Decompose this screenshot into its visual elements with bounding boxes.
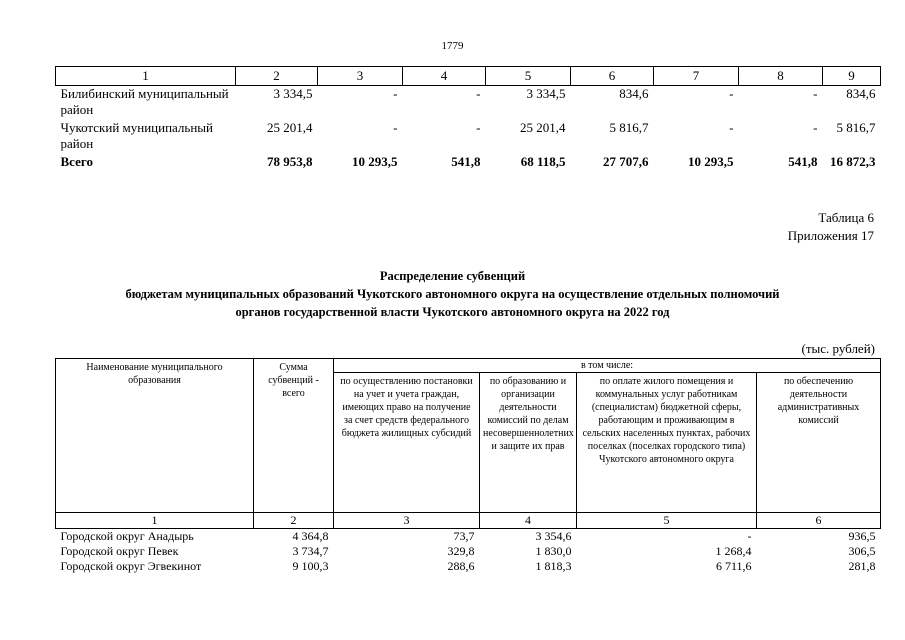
total-value: 541,8 (451, 154, 481, 169)
cell-value: 329,8 (447, 544, 475, 558)
cell-value: 1 830,0 (535, 544, 572, 558)
cell-value: 9 100,3 (292, 559, 329, 573)
table-title-line-3: органов государственной власти Чукотского автономного округа на 2022 год (235, 305, 670, 319)
header-including: в том числе: (334, 359, 881, 373)
total-value: 27 707,6 (603, 154, 649, 169)
total-value: 16 872,3 (830, 154, 876, 169)
cell-value: 281,8 (848, 559, 876, 573)
column-number: 5 (486, 67, 571, 86)
table-row (56, 120, 881, 154)
table-row (56, 86, 881, 121)
row-name: Чукотский муниципальный район (60, 120, 213, 151)
cell-value: 5 816,7 (836, 120, 876, 135)
table-title-line-1: Распределение субвенций (379, 269, 526, 283)
row-name: Городской округ Эгвекинот (60, 559, 202, 573)
header-row (56, 359, 881, 373)
cell-value: - (729, 86, 734, 101)
cell-value: 306,5 (848, 544, 876, 558)
header-total: Сумма субвенций - всего (254, 359, 334, 513)
cell-value: 5 816,7 (609, 120, 649, 135)
cell-value: 4 364,8 (292, 529, 329, 543)
cell-value: 25 201,4 (267, 120, 313, 135)
cell-value: 73,7 (453, 529, 475, 543)
column-number: 3 (334, 513, 480, 529)
column-number: 5 (577, 513, 757, 529)
subheader-minors-commissions: по образованию и организации деятельности комиссий по делам несовершеннолетних и защите их прав (480, 373, 577, 513)
cell-value: 834,6 (846, 86, 876, 101)
cell-value: - (476, 86, 481, 101)
table-row (56, 529, 881, 545)
units-label: (тыс. рублей) (801, 341, 875, 356)
cell-value: - (813, 120, 818, 135)
cell-value: - (729, 120, 734, 135)
row-name: Городской округ Анадырь (60, 529, 194, 543)
cell-value: 834,6 (619, 86, 649, 101)
column-number: 1 (56, 513, 254, 529)
total-label: Всего (60, 154, 93, 169)
column-number: 8 (739, 67, 823, 86)
column-number-row (56, 67, 881, 86)
column-number: 4 (480, 513, 577, 529)
cell-value: 3 734,7 (292, 544, 329, 558)
column-number: 2 (254, 513, 334, 529)
table-title-line-2: бюджетам муниципальных образований Чукотского автономного округа на осуществление отдельных полномочий (125, 287, 780, 301)
column-number: 9 (823, 67, 881, 86)
cell-value: - (747, 529, 752, 543)
cell-value: 1 818,3 (535, 559, 572, 573)
total-value: 78 953,8 (267, 154, 313, 169)
column-number: 7 (654, 67, 739, 86)
appendix-reference: Приложения 17 (787, 228, 874, 243)
column-number: 6 (757, 513, 881, 529)
total-value: 68 118,5 (520, 154, 566, 169)
row-name: Городской округ Певек (60, 544, 179, 558)
column-number: 2 (236, 67, 318, 86)
column-number: 4 (403, 67, 486, 86)
table-number: Таблица 6 (818, 210, 874, 225)
subventions-table (55, 358, 881, 574)
subheader-housing-subsidies: по осуществлению постановки на учет и учета граждан, имеющих право на получение за счет средств федерального бюджета жилищных субсидий (334, 373, 480, 513)
subheader-housing-payment: по оплате жилого помещения и коммунальных услуг работникам (специалистам) бюджетной сферы, работающим и проживающим в сельских населенных пунктах, рабочих поселках (поселках городского типа) Чукотского автономного округа (577, 373, 757, 513)
row-name: Билибинский муниципальный район (60, 86, 229, 117)
cell-value: 288,6 (447, 559, 475, 573)
page-number: 1779 (441, 40, 464, 52)
total-value: 10 293,5 (688, 154, 734, 169)
column-number: 6 (571, 67, 654, 86)
cell-value: 3 334,5 (526, 86, 566, 101)
cell-value: 936,5 (848, 529, 876, 543)
header-name: Наименование муниципального образования (56, 359, 254, 513)
cell-value: - (393, 120, 398, 135)
cell-value: 3 354,6 (535, 529, 572, 543)
cell-value: - (476, 120, 481, 135)
total-value: 541,8 (788, 154, 818, 169)
total-value: 10 293,5 (352, 154, 398, 169)
table-row (56, 544, 881, 559)
cell-value: 25 201,4 (520, 120, 566, 135)
table-row (56, 559, 881, 574)
column-number: 1 (56, 67, 236, 86)
total-row (56, 154, 881, 172)
continuation-table (55, 66, 881, 172)
column-number-row (56, 513, 881, 529)
cell-value: - (393, 86, 398, 101)
column-number: 3 (318, 67, 403, 86)
cell-value: 1 268,4 (715, 544, 752, 558)
cell-value: 6 711,6 (715, 559, 752, 573)
cell-value: 3 334,5 (273, 86, 313, 101)
subheader-admin-commissions: по обеспечению деятельности административных комиссий (757, 373, 881, 513)
cell-value: - (813, 86, 818, 101)
